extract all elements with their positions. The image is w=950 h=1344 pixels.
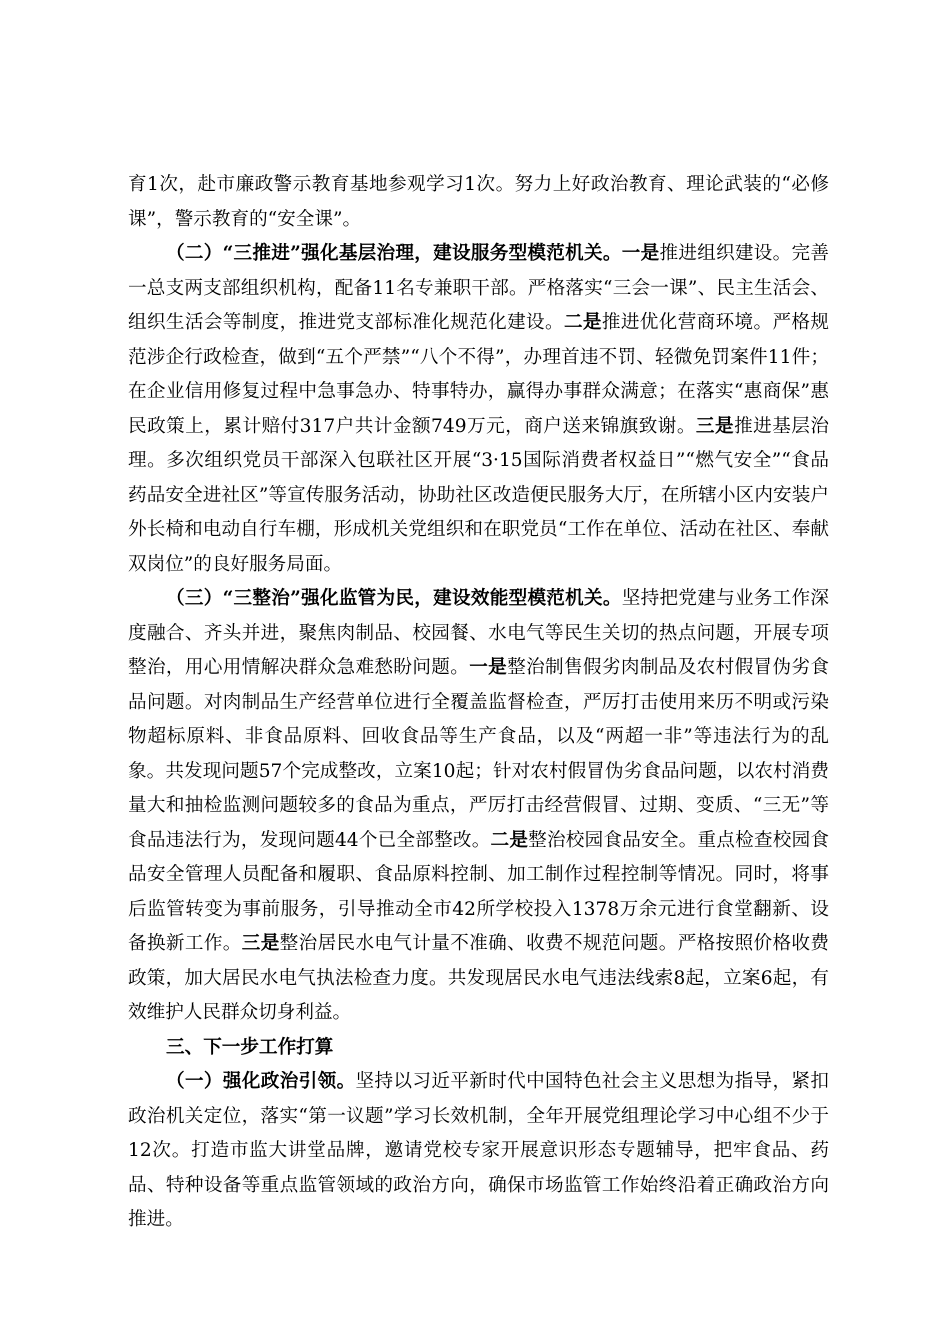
paragraph-political-guidance [128,1065,829,1238]
section-title: 三、下一步工作打算 [166,1036,334,1058]
item-label: 三是 [241,933,280,954]
item-label: 三是 [695,415,735,437]
paragraph-supervision [128,582,829,1031]
item-label: 二是 [490,829,529,851]
item-label: 二是 [563,312,602,333]
item-label: 一是 [469,657,508,678]
paragraph-text: 坚持以习近平新时代中国特色社会主义思想为指导，紧扣政治机关定位，落实“第一议题”学习长效机制，全年开展党组理论学习中心组不少于12次。打造市监大讲堂品牌，邀请党校专家开展意识形态专题辅导，把牢食品、药品、特种设备等重点监管领域的政治方向，确保市场监管工作始终沿着正确政治方向推进。 [128,1071,829,1230]
item-text: 推进组织建设。完善一总支两支部组织机构，配备11名专兼职干部。严格落实“三会一课”、民主生活会、组织生活会等制度，推进党支部标准化规范化建设。 [128,243,829,333]
document-page [128,168,829,1238]
section-heading: （一）强化政治引领。 [166,1071,356,1092]
item-text: 推进基层治理。多次组织党员干部深入包联社区开展“3·15国际消费者权益日”“燃气安全”“食品药品安全进社区”等宣传服务活动，协助社区改造便民服务大厅，在所辖小区内安装户外长椅和电动自行车棚，形成机关党组织和在职党员“工作在单位、活动在社区、奉献双岗位”的良好服务局面。 [128,415,829,575]
item-label: 一是 [621,243,660,264]
section-heading: （三）“三整治”强化监管为民，建设效能型模范机关。 [166,588,622,609]
intro-text: 坚持把党建与业务工作深度融合、齐头并进，聚焦肉制品、校园餐、水电气等民生关切的热点问题，开展专项整治，用心用情解决群众急难愁盼问题。 [128,588,829,678]
item-text: 推进优化营商环境。严格规范涉企行政检查，做到“五个严禁”“八个不得”，办理首违不罚、轻微免罚案件11件；在企业信用修复过程中急事急办、特事特办，赢得办事群众满意；在落实“惠商保”惠民政策上，累计赔付317户共计金额749万元，商户送来锦旗致谢。 [128,312,829,437]
paragraph-grassroots-governance [128,237,829,582]
section-heading: （二）“三推进”强化基层治理，建设服务型模范机关。 [166,243,622,264]
item-text: 整治校园食品安全。重点检查校园食品安全管理人员配备和履职、食品原料控制、加工制作过程控制等情况。同时，将事后监管转变为事前服务，引导推动全市42所学校投入1378万余元进行食堂翻新、设备换新工作。 [128,829,829,954]
item-text: 整治居民水电气计量不准确、收费不规范问题。严格按照价格收费政策，加大居民水电气执法检查力度。共发现居民水电气违法线索8起，立案6起，有效维护人民群众切身利益。 [128,933,829,1023]
paragraph-education [128,168,829,237]
paragraph-text: 育1次，赴市廉政警示教育基地参观学习1次。努力上好政治教育、理论武装的“必修课”，警示教育的“安全课”。 [128,174,829,230]
item-text: 整治制售假劣肉制品及农村假冒伪劣食品问题。对肉制品生产经营单位进行全覆盖监督检查，严厉打击使用来历不明或污染物超标原料、非食品原料、回收食品等生产食品，以及“两超一非”等违法行为的乱象。共发现问题57个完成整改，立案10起；针对农村假冒伪劣食品问题，以农村消费量大和抽检监测问题较多的食品为重点，严厉打击经营假冒、过期、变质、“三无”等食品违法行为，发现问题44个已全部整改。 [128,657,829,851]
section-three-heading [128,1031,829,1066]
